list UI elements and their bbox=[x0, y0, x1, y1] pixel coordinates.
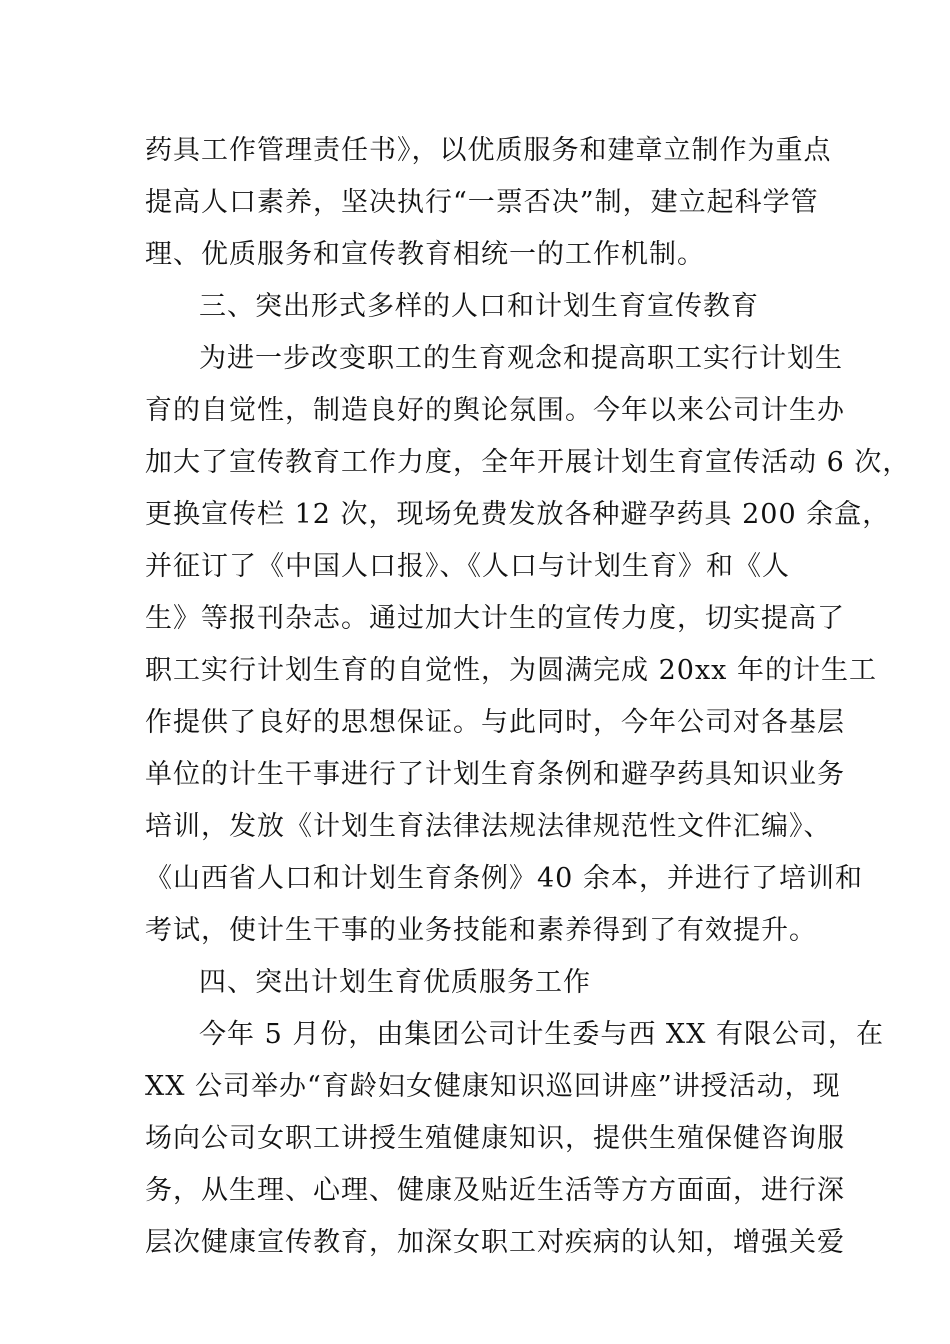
text-line: 培训，发放《计划生育法律法规法律规范性文件汇编》、 bbox=[145, 811, 832, 842]
text-line: 加大了宣传教育工作力度，全年开展计划生育宣传活动 6 次， bbox=[145, 447, 911, 478]
text-line: 理、优质服务和宣传教育相统一的工作机制。 bbox=[145, 239, 705, 270]
text-line: 生》等报刊杂志。通过加大计生的宣传力度，切实提高了 bbox=[145, 603, 845, 634]
text-line: 提高人口素养，坚决执行“一票否决”制，建立起科学管 bbox=[145, 187, 819, 218]
text-line: 作提供了良好的思想保证。与此同时，今年公司对各基层 bbox=[145, 707, 845, 738]
text-line: 今年 5 月份，由集团公司计生委与西 XX 有限公司，在 bbox=[199, 1019, 884, 1050]
text-line: 更换宣传栏 12 次，现场免费发放各种避孕药具 200 余盒， bbox=[145, 499, 891, 530]
text-line: 职工实行计划生育的自觉性，为圆满完成 20xx 年的计生工 bbox=[145, 655, 877, 686]
text-line: XX 公司举办“育龄妇女健康知识巡回讲座”讲授活动，现 bbox=[145, 1071, 841, 1102]
text-line: 场向公司女职工讲授生殖健康知识，提供生殖保健咨询服 bbox=[145, 1123, 845, 1154]
text-line: 药具工作管理责任书》，以优质服务和建章立制作为重点 bbox=[145, 135, 832, 166]
section-heading: 三、突出形式多样的人口和计划生育宣传教育 bbox=[199, 291, 759, 322]
text-line: 并征订了《中国人口报》、《人口与计划生育》和《人 bbox=[145, 551, 790, 582]
text-line: 《山西省人口和计划生育条例》40 余本，并进行了培训和 bbox=[145, 863, 863, 894]
text-line: 层次健康宣传教育，加深女职工对疾病的认知，增强关爱 bbox=[145, 1227, 845, 1258]
document-body bbox=[145, 125, 911, 1269]
text-line: 单位的计生干事进行了计划生育条例和避孕药具知识业务 bbox=[145, 759, 845, 790]
text-line: 育的自觉性，制造良好的舆论氛围。今年以来公司计生办 bbox=[145, 395, 845, 426]
text-line: 考试，使计生干事的业务技能和素养得到了有效提升。 bbox=[145, 915, 817, 946]
text-line: 务，从生理、心理、健康及贴近生活等方方面面，进行深 bbox=[145, 1175, 845, 1206]
section-heading: 四、突出计划生育优质服务工作 bbox=[199, 967, 591, 998]
text-line: 为进一步改变职工的生育观念和提高职工实行计划生 bbox=[199, 343, 843, 374]
